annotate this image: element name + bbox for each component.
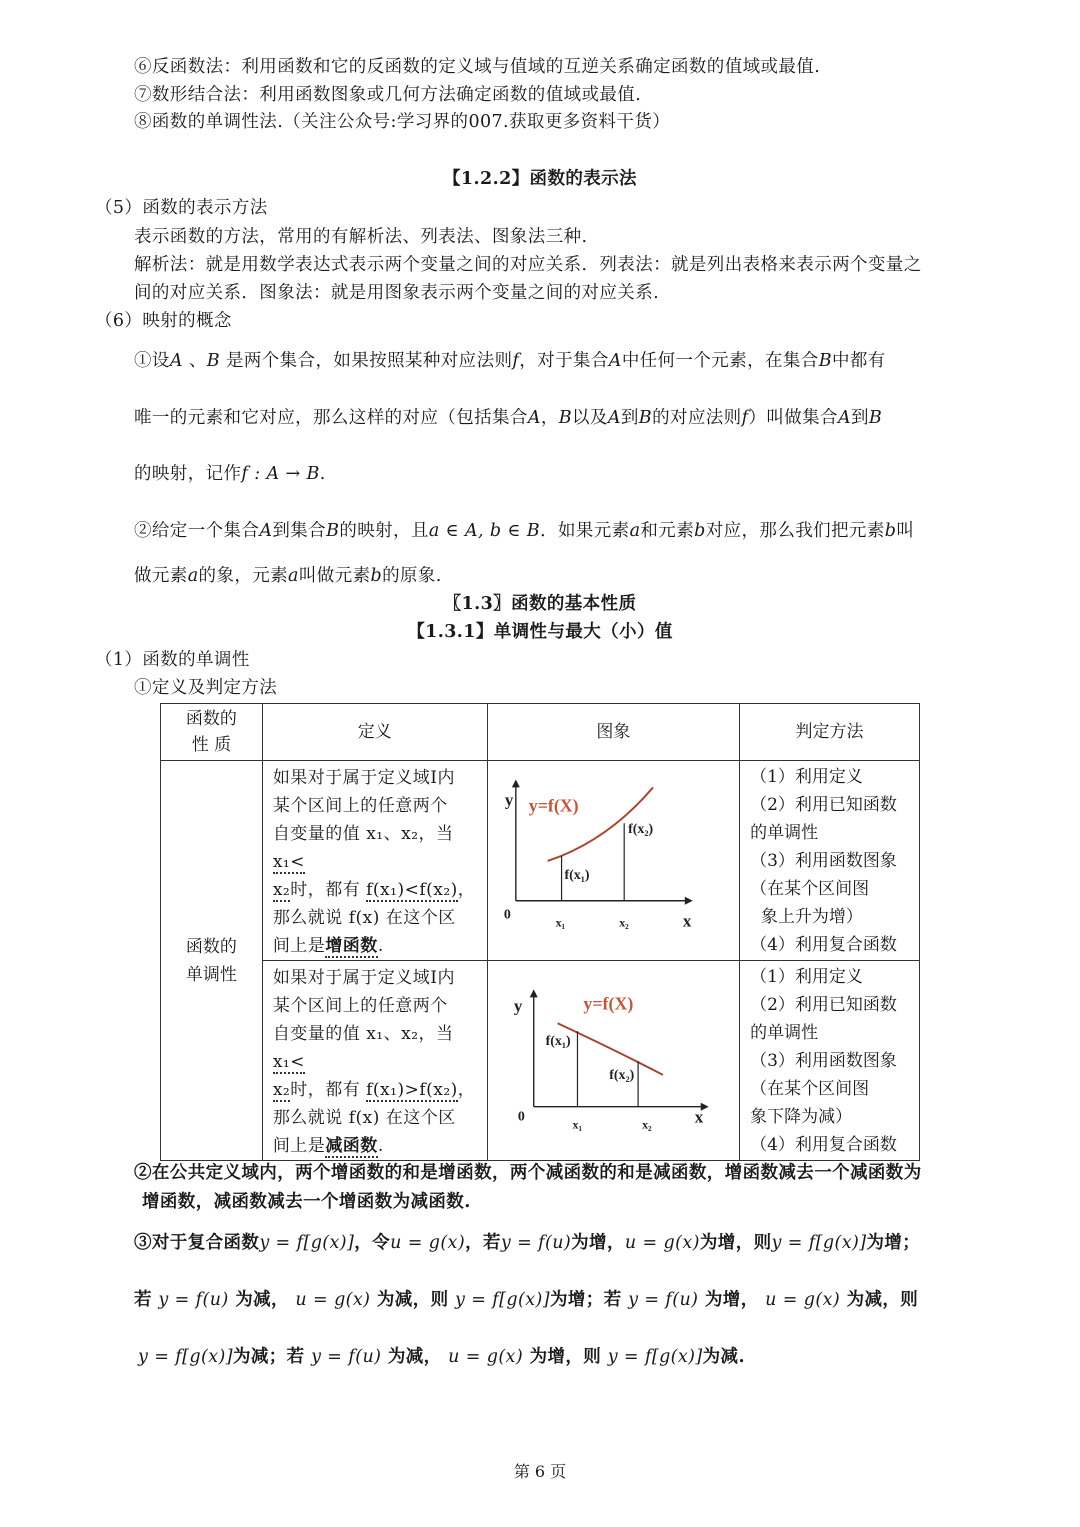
item5-line-2: 解析法：就是用数学表达式表示两个变量之间的对应关系．列表法：就是列出表格来表示两个变量之 — [134, 255, 922, 275]
x-label: x — [682, 911, 691, 931]
definition-increasing: 如果对于属于定义域Ⅰ内 某个区间上的任意两个 自变量的值 x₁、x₂，当 x₁< x₂时，都有 f(x₁)<f(x₂)， 那么就说 f(x) 在这个区 间上是增函数. — [262, 761, 487, 961]
header-property: 函数的 性 质 — [161, 704, 263, 761]
origin-label: 0 — [503, 907, 511, 923]
func-label: y=f(X) — [583, 993, 633, 1014]
fx1-label: f(x₁) — [545, 1034, 571, 1050]
x1-label: x₁ — [572, 1117, 582, 1132]
methods-increasing — [740, 761, 920, 961]
fx2-label: f(x₂) — [627, 822, 653, 838]
method-item: 象下降为减） — [750, 1107, 853, 1127]
table-header-row — [161, 704, 920, 761]
x-label: x — [694, 1107, 703, 1127]
table-row-increasing — [161, 761, 920, 961]
mapping-line-2: 唯一的元素和它对应，那么这样的对应（包括集合A，B以及A到B的对应法则f）叫做集合A到B — [134, 408, 883, 428]
section-122-title: 【1.2.2】函数的表示法 — [443, 169, 637, 189]
decreasing-graph — [488, 961, 740, 1157]
rule3-line-1: ③对于复合函数y = f[g(x)]，令u = g(x)，若y = f(u)为增，u = g(x)为增，则y = f[g(x)]为增； — [134, 1233, 921, 1253]
rule3-line-2: 若 y = f(u) 为减， u = g(x) 为减，则 y = f[g(x)]为增；若 y = f(u) 为增， u = g(x) 为减，则 — [134, 1290, 919, 1310]
method-item: （3）利用函数图象 — [750, 1051, 897, 1071]
method-item: 的单调性 — [750, 1023, 819, 1043]
intro-item-7: ⑦数形结合法：利用函数图象或几何方法确定函数的值域或最值. — [134, 85, 642, 105]
header-method: 判定方法 — [740, 704, 920, 761]
item6-heading: （6）映射的概念 — [95, 311, 232, 331]
x2-label: x₂ — [641, 1117, 652, 1132]
item1-heading: （1）函数的单调性 — [95, 650, 250, 670]
item5-line-1: 表示函数的方法，常用的有解析法、列表法、图象法三种. — [134, 227, 588, 247]
mapping-line-1: ①设A 、B 是两个集合，如果按照某种对应法则f，对于集合A中任何一个元素，在集合B中都有 — [134, 351, 886, 371]
monotonicity-table — [160, 703, 920, 1161]
fx1-label: f(x₁) — [564, 867, 590, 883]
y-label: y — [504, 790, 513, 810]
method-item: （4）利用复合函数 — [750, 935, 897, 955]
header-definition: 定义 — [262, 704, 487, 761]
method-item: （2）利用已知函数 — [750, 995, 897, 1015]
method-item: （2）利用已知函数 — [750, 795, 897, 815]
intro-item-6: ⑥反函数法：利用函数和它的反函数的定义域与值域的互逆关系确定函数的值域或最值. — [134, 57, 821, 77]
method-item: （在某个区间图 — [750, 879, 870, 899]
func-label: y=f(X) — [528, 795, 579, 816]
method-item: （1）利用定义 — [750, 767, 863, 787]
y-axis-arrow-icon — [529, 989, 537, 997]
table-row-decreasing — [161, 961, 920, 1161]
sub1-heading: ①定义及判定方法 — [134, 678, 278, 698]
graph-increasing-cell — [487, 761, 740, 961]
y-axis-arrow-icon — [511, 779, 519, 787]
mapping-line-5: 做元素a的象，元素a叫做元素b的原象. — [134, 566, 442, 586]
rule3-line-3: y = f[g(x)]为减；若 y = f(u) 为减， u = g(x) 为增，则 y = f[g(x)]为减. — [138, 1347, 745, 1367]
origin-label: 0 — [517, 1109, 525, 1125]
method-item: 象上升为增） — [750, 907, 863, 927]
increasing-graph — [488, 761, 740, 957]
header-graph: 图象 — [487, 704, 740, 761]
method-item: （3）利用函数图象 — [750, 851, 897, 871]
mapping-line-4: ②给定一个集合A到集合B的映射，且a ∈ A, b ∈ B．如果元素a和元素b对应，那么我们把元素b叫 — [134, 521, 915, 541]
method-item: （4）利用复合函数 — [750, 1135, 897, 1155]
intro-item-8: ⑧函数的单调性法.（关注公众号:学习界的007.获取更多资料干货） — [134, 112, 671, 132]
property-cell: 函数的 单调性 — [161, 761, 263, 1161]
item5-heading: （5）函数的表示方法 — [95, 198, 268, 218]
definition-decreasing: 如果对于属于定义域Ⅰ内 某个区间上的任意两个 自变量的值 x₁、x₂，当 x₁< x₂时，都有 f(x₁)>f(x₂)， 那么就说 f(x) 在这个区 间上是减函数. — [262, 961, 487, 1161]
methods-decreasing — [740, 961, 920, 1161]
x-axis-arrow-icon — [684, 897, 692, 905]
x2-label: x₂ — [618, 915, 629, 930]
rule2-line-2: 增函数，减函数减去一个增函数为减函数. — [142, 1192, 471, 1212]
method-item: （在某个区间图 — [750, 1079, 870, 1099]
fx2-label: f(x₂) — [608, 1067, 634, 1083]
mapping-line-3: 的映射，记作f : A → B. — [134, 464, 326, 484]
item5-line-3: 间的对应关系．图象法：就是用图象表示两个变量之间的对应关系. — [134, 283, 660, 303]
method-item: （1）利用定义 — [750, 967, 863, 987]
section-13-title: 〖1.3〗函数的基本性质 — [443, 594, 637, 614]
rule2-line-1: ②在公共定义域内，两个增函数的和是增函数，两个减函数的和是减函数，增函数减去一个减函数为 — [134, 1163, 922, 1183]
y-label: y — [513, 996, 522, 1016]
section-131-title: 【1.3.1】单调性与最大（小）值 — [407, 622, 673, 642]
x1-label: x₁ — [555, 915, 565, 930]
graph-decreasing-cell — [487, 961, 740, 1161]
method-item: 的单调性 — [750, 823, 819, 843]
page-number: 第 6 页 — [513, 1462, 567, 1481]
